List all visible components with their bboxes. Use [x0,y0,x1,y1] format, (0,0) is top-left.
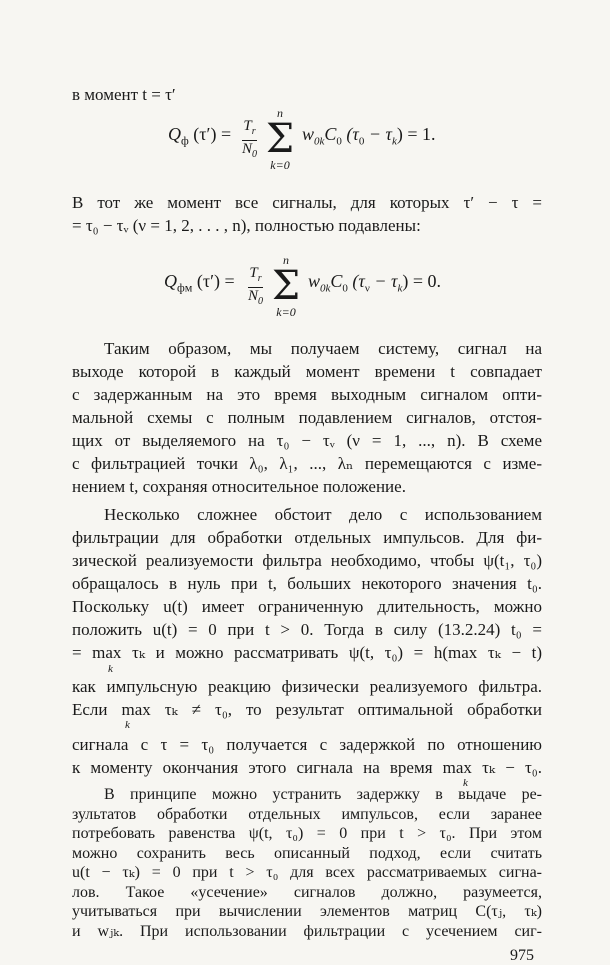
formula2-lhs: $Q_{фм}$ (τ′) = [164,271,235,295]
para3-line: к моменту окончания этого сигнала на время max τₖ − τ₀. [72,758,542,777]
para3-line: = max τₖ и можно рассматривать ψ(t, τ₀) = h(max τₖ − t) [72,643,542,662]
para4-line: зультатов обработки отдельных импульсов, если заранее [72,805,542,823]
para3-line: положить u(t) = 0 при t > 0. Тогда в силу (13.2.24) t₀ = [72,620,542,639]
formula1-sum: n Σ k=0 [265,106,295,172]
formula1-body: $w_{0k}C_0$ $(\tau_0 - \tau_k) = 1$. [302,124,436,148]
formula-q-phim [0,0,610,330]
para4-line: учитываться при вычислении элементов матриц C(τⱼ, τₖ) [72,903,542,920]
para3-line: Поскольку u(t) имеет ограниченную длительность, можно [72,597,542,616]
formula1-lhs: $Q_ф$ (τ′) = [168,124,232,148]
para3-line: сигнала с τ = τ₀ получается с задержкой по отношению [72,735,542,754]
para3-line: Несколько сложнее обстоит дело с использованием [104,505,542,524]
para4-line: и wⱼₖ. При использовании фильтрации с усечением сиг- [72,922,542,940]
para2-line: Таким образом, мы получаем систему, сигнал на [104,339,542,358]
formula2-fraction: $\frac{T_r}{N_0}$ [248,265,264,307]
para3-line: фильтрации для обработки отдельных импульсов. Для фи- [72,528,542,547]
para2-line: нением t, сохраняя относительное положение. [72,477,406,496]
para1-line: В тот же момент все сигналы, для которых τ′ − τ = [72,193,542,212]
max-subscript-k: k [108,663,113,675]
para3-line: как импульсную реакцию физически реализуемого фильтра. [72,677,542,696]
para2-line: щих от выделяемого на τ₀ − τᵥ (ν = 1, ..., n). В схеме [72,431,542,450]
max-subscript-k: k [463,777,468,789]
para1-line: = τ₀ − τᵥ (ν = 1, 2, . . . , n), полностью подавлены: [72,216,421,235]
para2-line: с фильтрацией точки λ₀, λ₁, ..., λₙ перемещаются с изме- [72,454,542,473]
para3-line: Если max τₖ ≠ τ₀, то результат оптимальной обработки [72,700,542,719]
intro-line: в момент t = τ′ [72,85,176,104]
para4-line: u(t − τₖ) = 0 при t > τ₀ для всех рассматриваемых сигна- [72,864,542,881]
para4-line: В принципе можно устранить задержку в выдаче ре- [104,786,542,803]
para4-line: лов. Такое «усечение» сигналов должно, разумеется, [72,883,542,901]
para3-line: зической реализуемости фильтра необходимо, чтобы ψ(t₁, τ₀) [72,551,542,570]
para4-line: можно сохранить весь описанный подход, если считать [72,844,542,862]
formula1-fraction: $\frac{T_r}{N_0}$ [242,118,258,160]
formula2-sum: n Σ k=0 [271,253,301,319]
para3-line: обращалось в нуль при t, больших некоторого значения t₀. [72,574,542,593]
para2-line: мальной схемы с полным подавлением сигналов, отстоя- [72,408,542,427]
max-subscript-k: k [125,719,130,731]
para4-line: потребовать равенства ψ(t, τ₀) = 0 при t > τ₀. При этом [72,825,542,842]
formula2-body: $w_{0k}C_0$ $(\tau_\nu - \tau_k) = 0$. [308,271,441,295]
para2-line: с задержанным на это время выходным сигналом опти- [72,385,542,404]
para2-line: выходе которой в каждый момент времени t совпадает [72,362,542,381]
page-number: 975 [510,947,534,964]
